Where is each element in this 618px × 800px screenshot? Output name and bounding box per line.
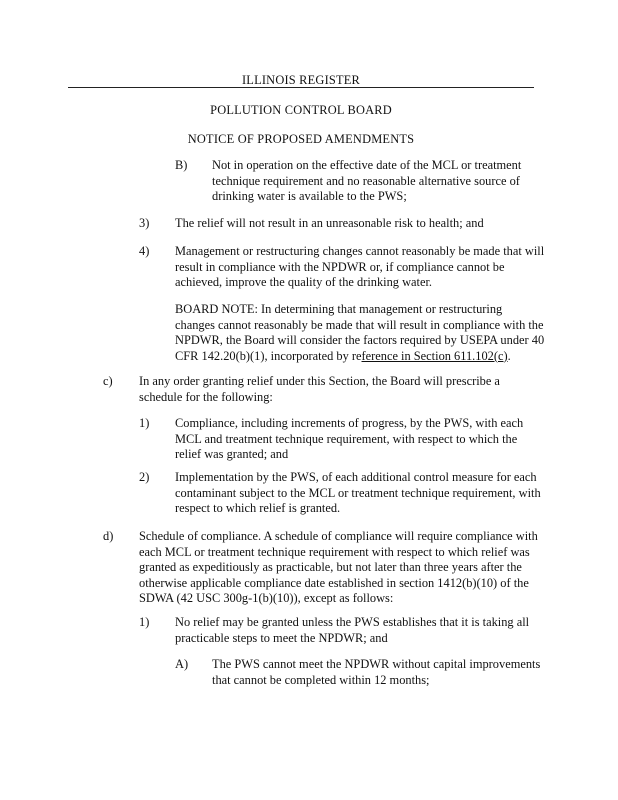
board-title: POLLUTION CONTROL BOARD: [210, 103, 392, 117]
item-dA-label: A): [175, 657, 189, 671]
item-d-text: Schedule of compliance. A schedule of compliance will require compliance with each MCL or treatment technique requirement with respect to which relief was granted as expeditiously as practicable, but not later than three years after the otherwise applicable compliance date established in section 1412(b)(10) of the SDWA (42 USC 300g-1(b)(10)), except as follows:: [139, 529, 538, 606]
item-dA-text: The PWS cannot meet the NPDWR without capital improvements that cannot be completed within 12 months;: [212, 657, 541, 687]
item-c2-text: Implementation by the PWS, of each additional control measure for each contaminant subject to the MCL or treatment technique requirement, with respect to which relief is granted.: [175, 470, 541, 516]
item-b-text: Not in operation on the effective date of the MCL or treatment technique requirement and no reasonable alternative source of drinking water is available to the PWS;: [212, 158, 522, 204]
item-c-text: In any order granting relief under this Section, the Board will prescribe a schedule for the following:: [139, 374, 500, 404]
board-note-text: BOARD NOTE: In determining that management or restructuring changes cannot reasonably be made that will result in compliance with the NPDWR, the Board will consider the factors required by USEPA under 40 CFR 142.20(b)(1), incorporated by re: [175, 302, 545, 363]
item-4-label: 4): [139, 244, 150, 258]
item-d1-text: No relief may be granted unless the PWS establishes that it is taking all practicable steps to meet the NPDWR; and: [175, 615, 530, 645]
board-note: [175, 302, 545, 364]
item-c2-label: 2): [139, 470, 150, 484]
item-3-label: 3): [139, 216, 150, 230]
item-d1-label: 1): [139, 615, 150, 629]
item-b-label: B): [175, 158, 188, 172]
register-header: ILLINOIS REGISTER: [68, 73, 534, 88]
item-d-label: d): [103, 529, 114, 543]
item-c1-label: 1): [139, 416, 150, 430]
item-c1-text: Compliance, including increments of progress, by the PWS, with each MCL and treatment technique requirement, with respect to which the relief was granted; and: [175, 416, 524, 462]
item-c-label: c): [103, 374, 113, 388]
notice-title: NOTICE OF PROPOSED AMENDMENTS: [187, 132, 415, 146]
item-4-text: Management or restructuring changes cannot reasonably be made that will result in compliance with the NPDWR or, if compliance cannot be achieved, improve the quality of the drinking water.: [175, 244, 545, 290]
board-note-reference: ference in Section 611.102(c): [361, 348, 508, 363]
board-note-end: .: [507, 348, 511, 363]
item-3-text: The relief will not result in an unreasonable risk to health; and: [175, 216, 484, 230]
